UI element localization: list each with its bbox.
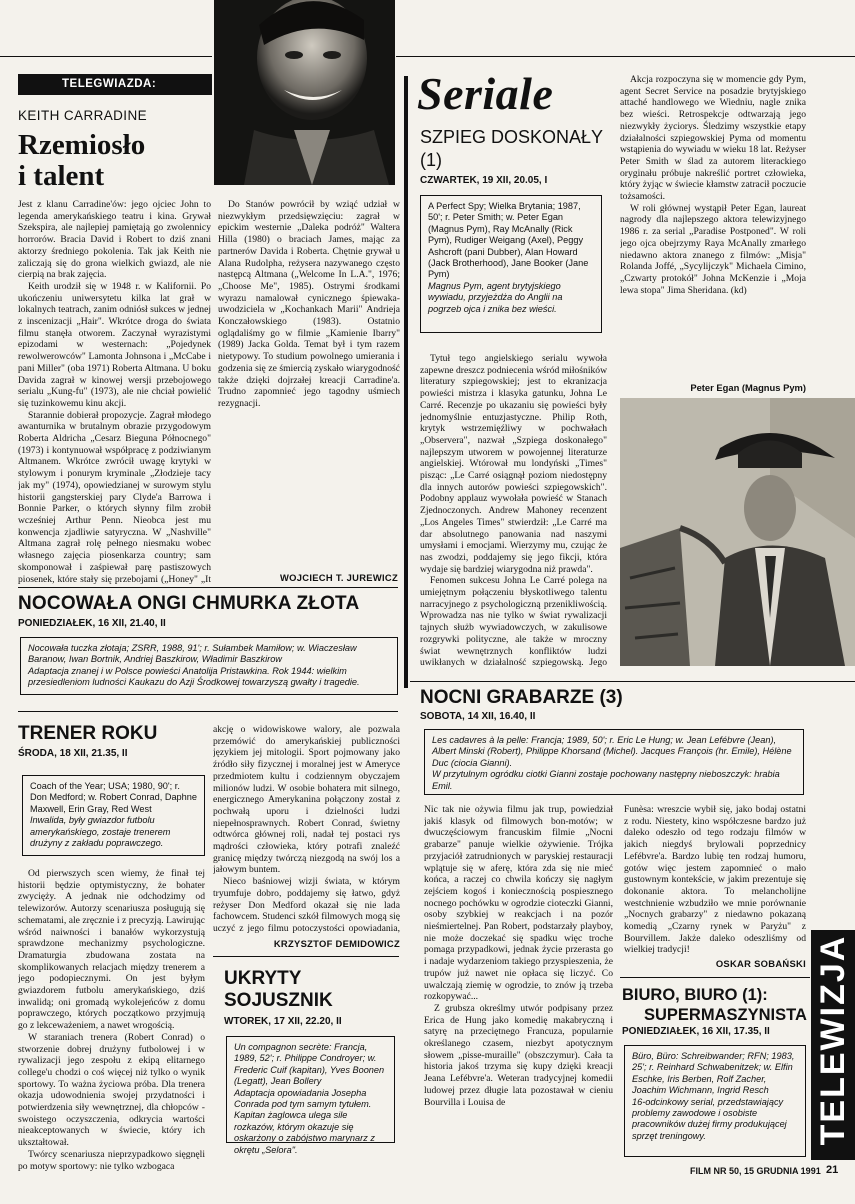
divider <box>18 587 398 588</box>
szpieg-title: SZPIEG DOSKONAŁY (1) <box>420 127 603 170</box>
peter-egan-photo <box>620 398 855 666</box>
paragraph: Do Stanów powrócił by wziąć udział w niezwykłym przedsięwzięciu: zagrał w epickim westernie „Daleka podróż" Waltera Hilla (1980) o braciach James, mając za partnerów Davida i Roberta. Chętnie grywał u Alana Rudolpha, reżysera nazywanego często następcą Altmana („Welcome In L.A.", 1976; „Choose Me", 1985). Ostrymi środkami wyrazu namalował cynicznego śpiewaka-uwodziciela w „Kochankach Marii" Andrieja Konczałowskiego (1983). Ostatnio oglądaliśmy go w filmie „Kamienie Ibarry" (1989) Jacka Golda. Temat był i tym razem nietypowy. To studium powolnego umierania i godzenia się ze śmiercią zyskało wiarygodność także dzięki dojrzałej kreacji Carradine'a. Trudno zapomnieć jego tagodny uśmiech rezygnacji. <box>218 199 400 409</box>
cast-credits: Nocowała tuczka złotaja; ZSRR, 1988, 91'; r. Sułambek Mamiłow; w. Wiaczesław Baranow, Iwan Bortnik, Andriej Baszkirow, Władimir Baszkirow <box>28 643 357 665</box>
top-rule-left <box>0 56 212 57</box>
divider <box>620 977 810 978</box>
grabarze-col2 <box>624 804 806 954</box>
paragraph: Nic tak nie ożywia filmu jak trup, powiedział jakiś klasyk od filmowych bon-motów; w dwuczęściowym francuskim filmie „Nocni grabarze" panuje wielkie ożywienie. Trójka przyjaciół zatrudnionych w paryskiej restauracji wplątuje się w aferę, która zda się nie mieć końca, a raczej co chwila kończy się nagłym zejściem kogoś i koniecznością pospiesznego nocnego pochówku w ogrodzie cioteczki Gianni, osoby szybkiej w reakcjach i na pozór nieśmiertelnej. Pan Robert, podstarzały playboy, nie może doczekać się spadku więc troche pomaga przypadkowi, jednak życie przerasta go i nadaje wydarzeniom takiego przyspieszenia, że trupów już nawet nie opłaca się liczyć. Co uwalczają ziemię w ogrodzie, to znów ją trzeba rozkopywać... <box>424 804 613 1003</box>
szpieg-col2 <box>620 74 806 376</box>
telegwiazda-label: TELEGWIAZDA: <box>18 74 212 95</box>
grabarze-schedule: SOBOTA, 14 XII, 16.40, II <box>420 711 536 722</box>
trener-col2 <box>213 724 400 934</box>
article-title-line1: Rzemiosło <box>18 129 146 161</box>
article-title <box>18 130 145 192</box>
ukryty-cast-box <box>226 1036 395 1155</box>
paragraph: Fenomen sukcesu Johna Le Carré polega na umiejętnym połączeniu błyskotliwego talentu narracyjnego z psychologiczną przenikliwością. Wprowadza nas nie tylko w świat rywalizacji tajnych służb wywiadowczych, w zakulisowe rozgrywki polityczne, ale także w mroczny świat wewnętrznych konfliktów ludzi uwikłanych w działalność szpiegowską. Jego <box>420 575 607 669</box>
trener-signature: KRZYSZTOF DEMIDOWICZ <box>273 938 400 949</box>
szpieg-schedule: CZWARTEK, 19 XII, 20.05, I <box>420 175 548 186</box>
issue-info: FILM NR 50, 15 GRUDNIA 1991 <box>690 1166 821 1176</box>
telegwiazda-col1 <box>18 199 211 584</box>
paragraph: Twórcy scenariusza nieprzypadkowo sięgnęli po motyw sportowy: nie tylko wzbogaca <box>18 1148 205 1172</box>
cast-synopsis: Adaptacja znanej i w Polsce powieści Anatolija Pristawkina. Rok 1944: wielkim przesiedleniom ludności Kaukazu do Azji Środkowej towarzyszą gwałty i tragedie. <box>28 665 360 688</box>
ukryty-title <box>224 968 333 1012</box>
cast-synopsis: 16-odcinkowy serial, przedstawiający problemy zawodowe i osobiste pracowników dużej firmy produkującej sprzęt treningowy. <box>632 1096 787 1141</box>
paragraph: Jest z klanu Carradine'ów: jego ojciec John to legenda amerykańskiego teatru i kina. Grywał Szekspira, ale najlepiej pamiętają go zwolennicy horrorów. Bracia David i Robert to dziś znani aktorzy średniego pokolenia. Tak jak Keith nie zaliczają się do grona wielkich gwiazd, ale nie cierpią na brak zajęcia. <box>18 199 211 281</box>
actor-name: KEITH CARRADINE <box>18 108 148 123</box>
grabarze-cast-box <box>424 729 804 795</box>
chmurka-title: NOCOWAŁA ONGI CHMURKA ZŁOTA <box>18 593 360 614</box>
biuro-title <box>622 985 807 1025</box>
paragraph: Nieco baśniowej wizji świata, w którym tryumfuje dobro, poddajemy się łatwo, gdyż reżyser Don Medford okazał się nie lada fachowcem. Studenci szkół filmowych mogą się uczyć z jego filmu potoczystości opowiadania, <box>213 876 400 934</box>
page-number: 21 <box>826 1164 839 1176</box>
divider <box>18 711 398 712</box>
paragraph: Od pierwszych scen wiemy, że finał tej historii będzie optymistyczny, że bohater zwycięży. A jednak nie odchodzimy od telewizorów. Autorzy scenariusza posługują się schematami, ale zręcznie i z precyzją. Lawirując wśród naiwności i banałów wykorzystują sprawdzone mechanizmy psychologiczne. Dramaturgia zbudowana zostata na skomplikowanych relacjach między trenerem a jego podopiecznymi. On jest byłym gwiazdorem futbolu amerykańskiego, dziś inwalidą; oni gromadą wykolejeńców z domu poprawczego, których początkowo przyjmują go z lekceważeniem, a nawet wrogością. <box>18 868 205 1032</box>
keith-carradine-photo <box>214 0 395 185</box>
paragraph: Funèsa: wreszcie wybił się, jako bodaj ostatni z rodu. Niestety, kino współczesne bardzo już daleko odeszło od tego rodzaju filmów w jakich niegdyś brylowali poprzednicy Lefébvre'a. Bardzo lubię ten rodzaj humoru, gotów więc jestem zapomnieć o mało gustownym kontekście, w jakim prezentuje się dokonanie aktora. To melancholijne westchnienie wzbudziło we mnie porównanie „Nocnych grabarzy" z niedawno pokazaną komedią „Czarny rynek w Paryżu" z Bourvillem. Jakże daleko odeszliśmy od wielkiej tradycji! <box>624 804 806 954</box>
seriale-header: Seriale <box>417 68 554 119</box>
cast-credits: Büro, Büro: Schreibwander; RFN; 1983, 25'; r. Reinhard Schwabenitzek; w. Elfin Eschke, Iris Berben, Rolf Zacher, Joachim Wichmann, Ingrid Resch <box>632 1051 795 1096</box>
trener-cast-box <box>22 775 205 856</box>
ukryty-title-line1: UKRYTY <box>224 968 302 989</box>
ukryty-title-line2: SOJUSZNIK <box>224 990 333 1011</box>
divider <box>213 956 399 957</box>
top-rule-right <box>396 56 855 57</box>
grabarze-col1 <box>424 804 613 1174</box>
divider <box>410 681 855 682</box>
paragraph: Akcja rozpoczyna się w momencie gdy Pym, agent Secret Service na posadzie brytyjskiego attaché handlowego we Wiedniu, nagle znika bez wieści. Retrospekcje odtwarzają jego niezwykły życiorys. Śledzimy wszystkie etapy działalności szpiegowskiej Pyma od momentu wstąpienia do wywiadu w wieku 18 lat. Reżyser Peter Smith w ślad za autorem literackiego oryginału próbuje nakreślić portret człowieka, który żyjąc w świecie kłamstw zatracił poczucie tożsamości. <box>620 74 806 203</box>
cast-synopsis: Magnus Pym, agent brytyjskiego wywiadu, przyjeżdża do Anglii na pogrzeb ojca i znika bez wieści. <box>428 280 563 314</box>
trener-schedule: ŚRODA, 18 XII, 21.35, II <box>18 748 128 759</box>
cast-synopsis: Inwalida, były gwiazdor futbolu amerykańskiego, zostaje trenerem drużyny z zakładu poprawczego. <box>30 815 171 849</box>
telegwiazda-col2 <box>218 199 400 571</box>
cast-synopsis: Adaptacja opowiadania Josepha Conrada pod tym samym tytułem. Kapitan żaglowca ulega sile rozkazów, którym okazuje się oskarżony o zabójstwo marynarz z okrętu „Selora". <box>234 1087 375 1155</box>
ukryty-schedule: WTOREK, 17 XII, 22.20, II <box>224 1016 342 1027</box>
biuro-title-line2: SUPERMASZYNISTA <box>644 1006 807 1024</box>
szpieg-cast-box <box>420 195 602 333</box>
photo-caption: Peter Egan (Magnus Pym) <box>690 382 806 393</box>
telewizja-section-text: TELEWIZJA <box>814 934 852 1146</box>
cast-synopsis: W przytulnym ogródku ciotki Gianni zostaje pochowany następny nieboszczyk: hrabia Emil. <box>432 769 780 791</box>
cast-credits: Coach of the Year; USA; 1980, 90'; r. Don Medford; w. Robert Conrad, Daphne Maxwell, Erin Gray, Red West <box>30 781 197 814</box>
grabarze-signature: OSKAR SOBAŃSKI <box>715 958 806 969</box>
cast-credits: A Perfect Spy; Wielka Brytania; 1987, 50'; r. Peter Smith; w. Peter Egan (Magnus Pym), Ray McAnally (Rick Pym), Rudiger Weigang (Axel), Peggy Ashcroft (pani Dubber), Alan Howard (Jack Brotherhood), Jane Booker (Jane Pym) <box>428 201 589 280</box>
seriale-vertical-rule <box>404 76 408 688</box>
biuro-schedule: PONIEDZIAŁEK, 16 XII, 17.35, II <box>622 1026 770 1037</box>
chmurka-cast-box <box>20 637 398 695</box>
trener-title: TRENER ROKU <box>18 723 158 744</box>
cast-credits: Les cadavres à la pelle: Francja; 1989, 50'; r. Eric Le Hung; w. Jean Lefébvre (Jean), Albert Minski (Robert), Philippe Khorsand (Michel). Jacques François (hr. Emile), Hélène Duc (ciocia Gianni). <box>432 735 792 768</box>
paragraph: W staraniach trenera (Robert Conrad) o stworzenie dobrej drużyny futbolowej i w rywalizacji jego zespołu z ekipą elitarnego college'u chodzi o coś więcej niż tylko o wynik sportowy. To ważna życiowa próba. Dla trenera okazja udowodnienia swojej przydatności i potwierdzenia siły wewnętrznej, dla chłopców - swoistego oczyszczenia, odkrycia wartości nieakceptowanych w świecie, który ich ukształtował. <box>18 1031 205 1149</box>
paragraph: Starannie dobierał propozycje. Zagrał młodego awanturnika w brutalnym obrazie przygodowym Roberta Aldricha „Cesarz Bieguna Północnego" (1973) i kontynuował współpracę z podziwianym Altmanem. Wkrótce zwrócił uwagę krytyki w stylowym i ponurym kryminale „Złodzieje tacy jak my" (1974), opowiedzianej w surowym stylu historii gangsterskiej pary Clyde'a Barrowa i Bonnie Parker, o których słynny film zrobił wcześniej Arthur Penn. Nieobca jest mu konwencja zjadliwie satyryczna. W „Nashville" Altmana zagrał rolę pełnego niesmaku wobec własnego zajęcia piosenkarza country; sam skomponował i zaśpiewał parę pastiszowych piosenek, które stały się przebojami („Honey" „It <box>18 409 211 584</box>
paragraph: W roli głównej wystąpił Peter Egan, laureat nagrody dla najlepszego aktora telewizyjnego 1986 r. za serial „Paradise Postponed". W roli jego ojca obejrzymy Raya McAnally zmarłego niedawno aktora znanego z filmów: „Misja" Rolanda Joffé, „Sycylijczyk" Michaela Cimino, „Czwarty protokół" Johna McKenzie i „Moja lewa stopa" Jima Sheridana. (kd) <box>620 202 806 296</box>
biuro-cast-box <box>624 1045 806 1157</box>
grabarze-title: NOCNI GRABARZE (3) <box>420 687 623 708</box>
article-title-line2: i talent <box>18 160 105 192</box>
szpieg-col1 <box>420 353 607 669</box>
trener-col1 <box>18 868 205 1200</box>
biuro-title-line1: BIURO, BIURO (1): <box>622 986 768 1004</box>
cast-credits: Un compagnon secrète: Francja, 1989, 52'; r. Philippe Condroyer; w. Frederic Cuif (kapitan), Yves Boonen (Legatt), Jean Bollery <box>234 1042 385 1087</box>
chmurka-schedule: PONIEDZIAŁEK, 16 XII, 21.40, II <box>18 618 166 629</box>
paragraph: Keith urodził się w 1948 r. w Kalifornii. Po ukończeniu uniwersytetu kilka lat grał w lokalnych teatrach, zanim odniósł sukces w jednej z inscenizacji „Hair". Wkrótce droga do świata filmu stanęła otworem. Zaczynał wyrazistymi epizodami w westernach: „Pojedynek rewolwerowców" Lamonta Johnsona i „McCabe i pani Miller" (oba 1971) Roberta Altmana. U boku Davida zagrał w kinowej wersji przebojowego serialu „Kung-fu" (1973), ale nie chciał powielić się tuzinkowemu kinu akcji. <box>18 280 211 409</box>
telegwiazda-signature: WOJCIECH T. JUREWICZ <box>280 572 398 583</box>
paragraph: Tytuł tego angielskiego serialu wywoła zapewne dreszcz podniecenia wśród miłośników literatury szpiegowskiej; jest to ekranizacja powieści mistrza i klasyka gatunku, Johna Le Carré. Recenzje po ukazaniu się powieści były jednomyślnie entuzjastyczne. Philip Roth, krytyk wstrzemięźliwy w pochwałach „Observera", nazwał „Szpiega doskonałego" najlepszym utworem w powojennej literaturze angielskiej. Wtórował mu londyński „Times" pisząc: „Le Carré osiągnął poziom niedostępny dla innych autorów powieści szpiegowskich". Podobny applauz wywołała powieść w Stanach Zjednoczonych. Andrew Mahoney recenzent „Los Angeles Times" stwierdził: „Le Carré ma dar absolutnego panowania nad naszymi umysłami i emocjami. Wierzymy mu, czując że nas zwodzi, poddajemy się jego fikcji, która wydaje się bardziej wiarygodna niż prawda". <box>420 353 607 575</box>
paragraph: Z grubsza określmy utwór podpisany przez Erica de Hung jako komedię makabryczną i satyrę na przeciętnego Francuza, popularnie określanego czasem, niezbyt apotycznym słowem „pisse-muraille" (obszczymur). Cała ta historia jakoś trzyma się kupy dzięki kreacji Jeana Lefébvre'a. Weteran tradycyjnej komedii ludowej przez długie lata pozostawał w cieniu Bourvilla i Louisa de <box>424 1002 613 1108</box>
paragraph: akcję o widowiskowe walory, ale pozwala przemówić do amerykańskiej publiczności językiem jej mitologii. Sport pojmowany jako źródło siły fizycznej i moralnej jest w Ameryce przedmiotem kultu i codziennym obyczajem milionów ludzi. W osobie bohatera mit silnego, energicznego Amerykanina połączony został z pochwałą uporu i dzielności ludzi niepełnosprawnych. Robert Conrad, świetny odtwórca głównej roli, nadał tej postaci rys mądrości człowieka, który potrafi znaleźć granicę między twórczą niezgodą na swój los a jałowym buntem. <box>213 724 400 876</box>
